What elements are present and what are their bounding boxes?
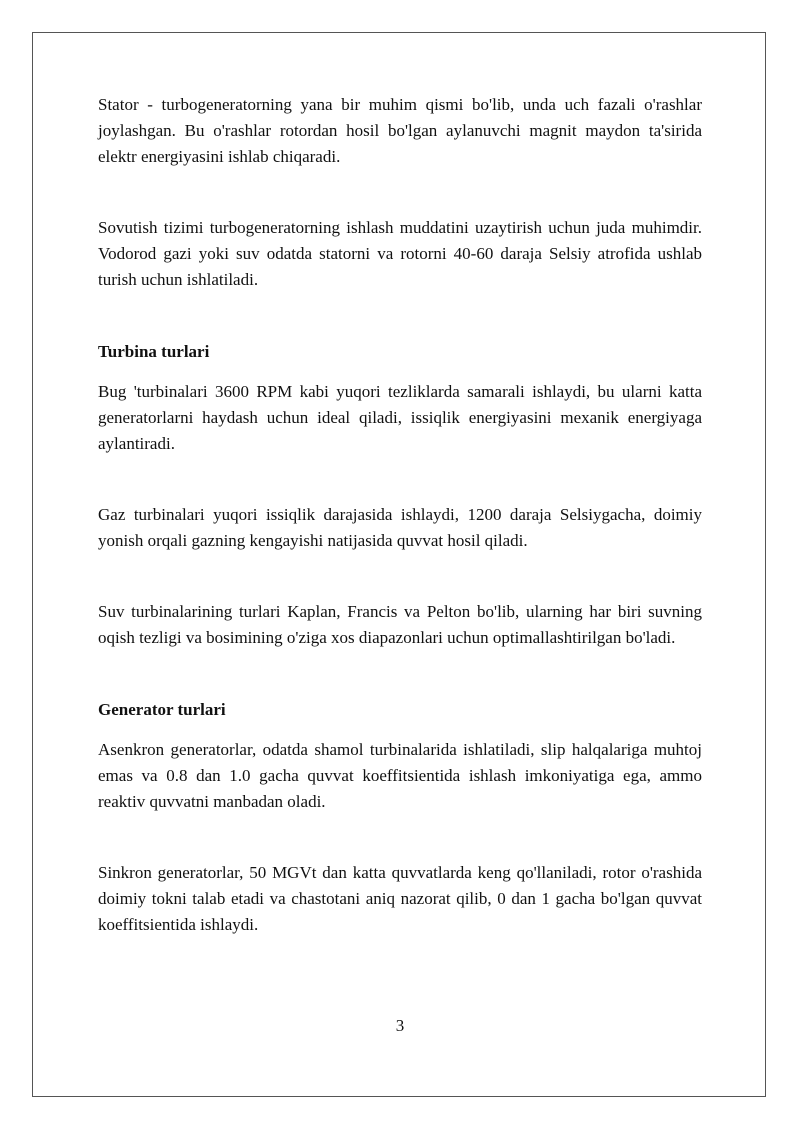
paragraph-cooling-system: Sovutish tizimi turbogeneratorning ishlash muddatini uzaytirish uchun juda muhimdir. Vodorod gazi yoki suv odatda statorni va rotorni 40-60 daraja Selsiy atrofida ushlab turish uchun ishlatiladi. <box>98 218 702 289</box>
document-body <box>98 92 702 938</box>
paragraph-steam-turbines: Bug 'turbinalari 3600 RPM kabi yuqori tezliklarda samarali ishlaydi, bu ularni katta generatorlarni haydash uchun ideal qiladi, issiqlik energiyasini mexanik energiyaga aylantiradi. <box>98 382 702 453</box>
paragraph-sync-generators: Sinkron generatorlar, 50 MGVt dan katta quvvatlarda keng qo'llaniladi, rotor o'rashida doimiy tokni talab etadi va chastotani aniq nazorat qilib, 0 dan 1 gacha bo'lgan quvvat koeffitsientida ishlaydi. <box>98 863 702 934</box>
page-number: 3 <box>395 1016 405 1035</box>
paragraph-async-generators: Asenkron generatorlar, odatda shamol turbinalarida ishlatiladi, slip halqalariga muhtoj emas va 0.8 dan 1.0 gacha quvvat koeffitsientida ishlash imkoniyatiga ega, ammo reaktiv quvvatni manbadan oladi. <box>98 740 702 811</box>
heading-generator-types: Generator turlari <box>98 700 226 719</box>
paragraph-stator: Stator - turbogeneratorning yana bir muhim qismi bo'lib, unda uch fazali o'rashlar joylashgan. Bu o'rashlar rotordan hosil bo'lgan aylanuvchi magnit maydon ta'sirida elektr energiyasini ishlab chiqaradi. <box>98 95 702 166</box>
paragraph-gas-turbines: Gaz turbinalari yuqori issiqlik darajasida ishlaydi, 1200 daraja Selsiygacha, doimiy yonish orqali gazning kengayishi natijasida quvvat hosil qiladi. <box>98 505 702 550</box>
paragraph-water-turbines: Suv turbinalarining turlari Kaplan, Francis va Pelton bo'lib, ularning har biri suvning oqish tezligi va bosimining o'ziga xos diapazonlari uchun optimallashtirilgan bo'ladi. <box>98 602 702 647</box>
heading-turbine-types: Turbina turlari <box>98 342 210 361</box>
